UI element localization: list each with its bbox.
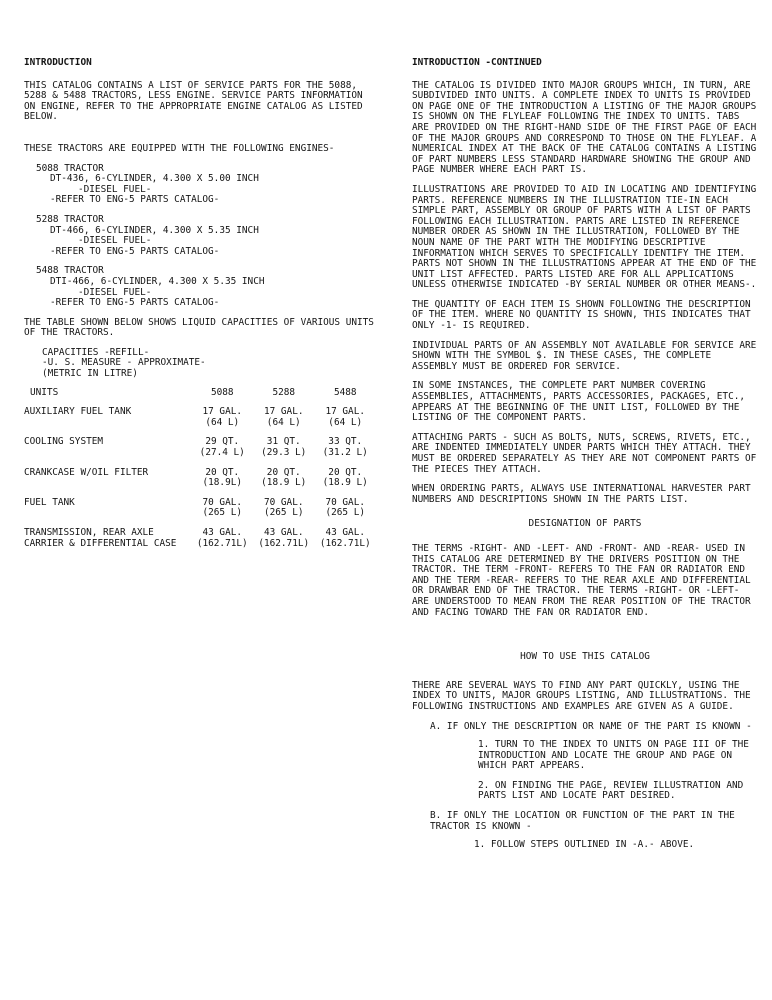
row-value: 70 GAL. (265 L) <box>325 496 365 519</box>
tractor-refer: -REFER TO ENG-5 PARTS CATALOG- <box>50 194 220 206</box>
intro-heading: INTRODUCTION <box>24 57 92 68</box>
header-units: UNITS <box>30 386 59 398</box>
howto-paragraph: THERE ARE SEVERAL WAYS TO FIND ANY PART QUICKLY, USING THE INDEX TO UNITS, MAJOR GROUPS LISTING, AND ILLUSTRATIONS. THE FOLLOWING INSTRUCTIONS AND EXAMPLES ARE GIVEN AS A GUIDE. <box>412 679 751 712</box>
row-value: 17 GAL. (64 L) <box>325 406 365 428</box>
table-row <box>24 498 376 528</box>
step-a2: 2. ON FINDING THE PAGE, REVIEW ILLUSTRATION AND PARTS LIST AND LOCATE PART DESIRED. <box>478 779 744 802</box>
table-row <box>24 528 376 558</box>
row-value: 43 GAL. (162.71L) <box>196 527 248 549</box>
item-a: A. IF ONLY THE DESCRIPTION OR NAME OF THE PART IS KNOWN - <box>430 720 752 732</box>
tractor-5088 <box>36 164 374 206</box>
header-5488: 5488 <box>333 386 357 398</box>
row-value: 29 QT. (27.4 L) <box>199 436 245 459</box>
left-column <box>24 48 374 558</box>
step-b1: 1. FOLLOW STEPS OUTLINED IN -A.- ABOVE. <box>474 839 695 851</box>
paragraph: THE QUANTITY OF EACH ITEM IS SHOWN FOLLOWING THE DESCRIPTION OF THE ITEM. WHERE NO QUANTITY IS SHOWN, THIS INDICATES THAT ONLY -1- IS REQUIRED. <box>412 298 751 332</box>
row-unit: FUEL TANK <box>24 496 75 508</box>
capacities-caption <box>42 348 374 380</box>
intro-continued-heading: INTRODUCTION -CONTINUED <box>412 57 542 68</box>
capacities-line: CAPACITIES -REFILL- <box>42 346 150 358</box>
row-unit: COOLING SYSTEM <box>24 436 104 448</box>
tractor-fuel: -DIESEL FUEL- <box>78 235 152 247</box>
capacities-table <box>24 388 376 559</box>
table-row <box>24 468 376 498</box>
right-column <box>412 48 758 860</box>
table-row <box>24 407 376 437</box>
row-value: 20 QT. (18.9 L) <box>322 466 368 489</box>
howto-heading: HOW TO USE THIS CATALOG <box>520 651 650 663</box>
table-intro: THE TABLE SHOWN BELOW SHOWS LIQUID CAPACITIES OF VARIOUS UNITS OF THE TRACTORS. <box>24 316 374 339</box>
paragraph: INDIVIDUAL PARTS OF AN ASSEMBLY NOT AVAILABLE FOR SERVICE ARE SHOWN WITH THE SYMBOL $. IN THESE CASES, THE COMPLETE ASSEMBLY MUST BE ORDERED FOR SERVICE. <box>412 339 757 372</box>
designation-paragraph: THE TERMS -RIGHT- AND -LEFT- AND -FRONT- AND -REAR- USED IN THIS CATALOG ARE DETERMINED BY THE DRIVERS POSITION ON THE TRACTOR. THE TERM -FRONT- REFERS TO THE FAN OR RADIATOR END AND THE TERM -REAR- REFERS TO THE REAR AXLE AND DIFFERENTIAL OR DRAWBAR END OF THE TRACTOR. THE TERMS -RIGHT- OR -LEFT- ARE UNDERSTOOD TO MEAN FROM THE REAR POSITION OF THE TRACTOR AND FACING TOWARD THE FAN OR RADIATOR END. <box>412 542 751 618</box>
tractor-refer: -REFER TO ENG-5 PARTS CATALOG- <box>50 297 220 309</box>
tractor-model: 5088 TRACTOR <box>36 162 104 174</box>
tractor-engine: DT-436, 6-CYLINDER, 4.300 X 5.00 INCH <box>50 173 259 185</box>
tractor-5488 <box>36 266 374 308</box>
tractor-model: 5488 TRACTOR <box>36 265 104 277</box>
row-unit: TRANSMISSION, REAR AXLE CARRIER & DIFFERENTIAL CASE <box>24 527 177 549</box>
table-header-row <box>24 388 376 408</box>
row-value: 17 GAL. (64 L) <box>263 406 304 428</box>
row-value: 20 QT. (18.9 L) <box>261 466 307 489</box>
engines-intro: THESE TRACTORS ARE EQUIPPED WITH THE FOLLOWING ENGINES- <box>24 142 335 154</box>
capacities-line: -U. S. MEASURE - APPROXIMATE- <box>42 357 206 369</box>
intro-paragraph: THIS CATALOG CONTAINS A LIST OF SERVICE PARTS FOR THE 5088, 5288 & 5488 TRACTORS, LESS ENGINE. SERVICE PARTS INFORMATION ON ENGINE, REFER TO THE APPROPRIATE ENGINE CATALOG AS LISTED BELOW. <box>24 79 363 123</box>
row-value: 33 QT. (31.2 L) <box>322 436 368 459</box>
tractor-fuel: -DIESEL FUEL- <box>78 183 152 195</box>
header-5288: 5288 <box>272 386 296 398</box>
row-value: 43 GAL. (162.71L) <box>258 527 310 549</box>
header-5088: 5088 <box>210 386 234 398</box>
tractor-engine: DT-466, 6-CYLINDER, 4.300 X 5.35 INCH <box>50 224 259 236</box>
item-b: B. IF ONLY THE LOCATION OR FUNCTION OF THE PART IN THE TRACTOR IS KNOWN - <box>430 810 735 832</box>
tractor-fuel: -DIESEL FUEL- <box>78 286 152 298</box>
row-value: 70 GAL. (265 L) <box>202 496 243 519</box>
row-value: 70 GAL. (265 L) <box>263 496 304 519</box>
paragraph: ATTACHING PARTS - SUCH AS BOLTS, NUTS, SCREWS, RIVETS, ETC., ARE INDENTED IMMEDIATELY UNDER PARTS WHICH THEY ATTACH. THEY MUST BE ORDERED SEPARATELY AS THEY ARE NOT COMPONENT PARTS OF THE PIECES THEY ATTACH. <box>412 431 757 475</box>
table-row <box>24 437 376 467</box>
tractor-refer: -REFER TO ENG-5 PARTS CATALOG- <box>50 245 220 257</box>
row-unit: AUXILIARY FUEL TANK <box>24 406 132 418</box>
tractor-engine: DTI-466, 6-CYLINDER, 4.300 X 5.35 INCH <box>50 275 265 287</box>
row-value: 43 GAL. (162.71L) <box>319 527 371 549</box>
paragraph: THE CATALOG IS DIVIDED INTO MAJOR GROUPS WHICH, IN TURN, ARE SUBDIVIDED INTO UNITS. A COMPLETE INDEX TO UNITS IS PROVIDED ON PAGE ONE OF THE INTRODUCTION A LISTING OF THE MAJOR GROUPS IS SHOWN ON THE FLYLEAF FOLLOWING THE INDEX TO UNITS. TABS ARE PROVIDED ON THE RIGHT-HAND SIDE OF THE FIRST PAGE OF EACH OF THE MAJOR GROUPS AND CORRESPOND TO THOSE ON THE FLYLEAF. A NUMERICAL INDEX AT THE BACK OF THE CATALOG CONTAINS A LISTING OF PART NUMBERS LESS STANDARD HARDWARE SHOWING THE GROUP AND PAGE NUMBER WHERE EACH PART IS. <box>412 79 757 176</box>
row-value: 31 QT. (29.3 L) <box>261 436 307 459</box>
capacities-line: (METRIC IN LITRE) <box>42 368 138 380</box>
step-a1: 1. TURN TO THE INDEX TO UNITS ON PAGE III OF THE INTRODUCTION AND LOCATE THE GROUP AND PAGE ON WHICH PART APPEARS. <box>478 739 749 772</box>
row-value: 20 QT. (18.9L) <box>202 466 243 489</box>
row-value: 17 GAL. (64 L) <box>202 406 243 428</box>
tractor-model: 5288 TRACTOR <box>36 213 104 225</box>
designation-heading: DESIGNATION OF PARTS <box>528 518 642 530</box>
paragraph: ILLUSTRATIONS ARE PROVIDED TO AID IN LOCATING AND IDENTIFYING PARTS. REFERENCE NUMBERS IN THE ILLUSTRATION TIE-IN EACH SIMPLE PART, ASSEMBLY OR GROUP OF PARTS WITH A LIST OF PARTS FOLLOWING EACH ILLUSTRATION. PARTS ARE LISTED IN REFERENCE NUMBER ORDER AS SHOWN IN THE ILLUSTRATION, FOLLOWED BY THE NOUN NAME OF THE PART WITH THE MODIFYING DESCRIPTIVE INFORMATION WHICH SERVES TO SPECIFICALLY IDENTIFY THE ITEM. PARTS NOT SHOWN IN THE ILLUSTRATIONS APPEAR AT THE END OF THE UNIT LIST AFFECTED. PARTS LISTED ARE FOR ALL APPLICATIONS UNLESS OTHERWISE INDICATED -BY SERIAL NUMBER OR OTHER MEANS-. <box>412 183 757 291</box>
paragraph: WHEN ORDERING PARTS, ALWAYS USE INTERNATIONAL HARVESTER PART NUMBERS AND DESCRIPTIONS SHOWN IN THE PARTS LIST. <box>412 483 751 505</box>
tractor-5288 <box>36 215 374 257</box>
row-unit: CRANKCASE W/OIL FILTER <box>24 466 149 478</box>
paragraph: IN SOME INSTANCES, THE COMPLETE PART NUMBER COVERING ASSEMBLIES, ATTACHMENTS, PARTS ACCESSORIES, PACKAGES, ETC., APPEARS AT THE BEGINNING OF THE UNIT LIST, FOLLOWED BY THE LISTING OF THE COMPONENT PARTS. <box>412 380 746 424</box>
